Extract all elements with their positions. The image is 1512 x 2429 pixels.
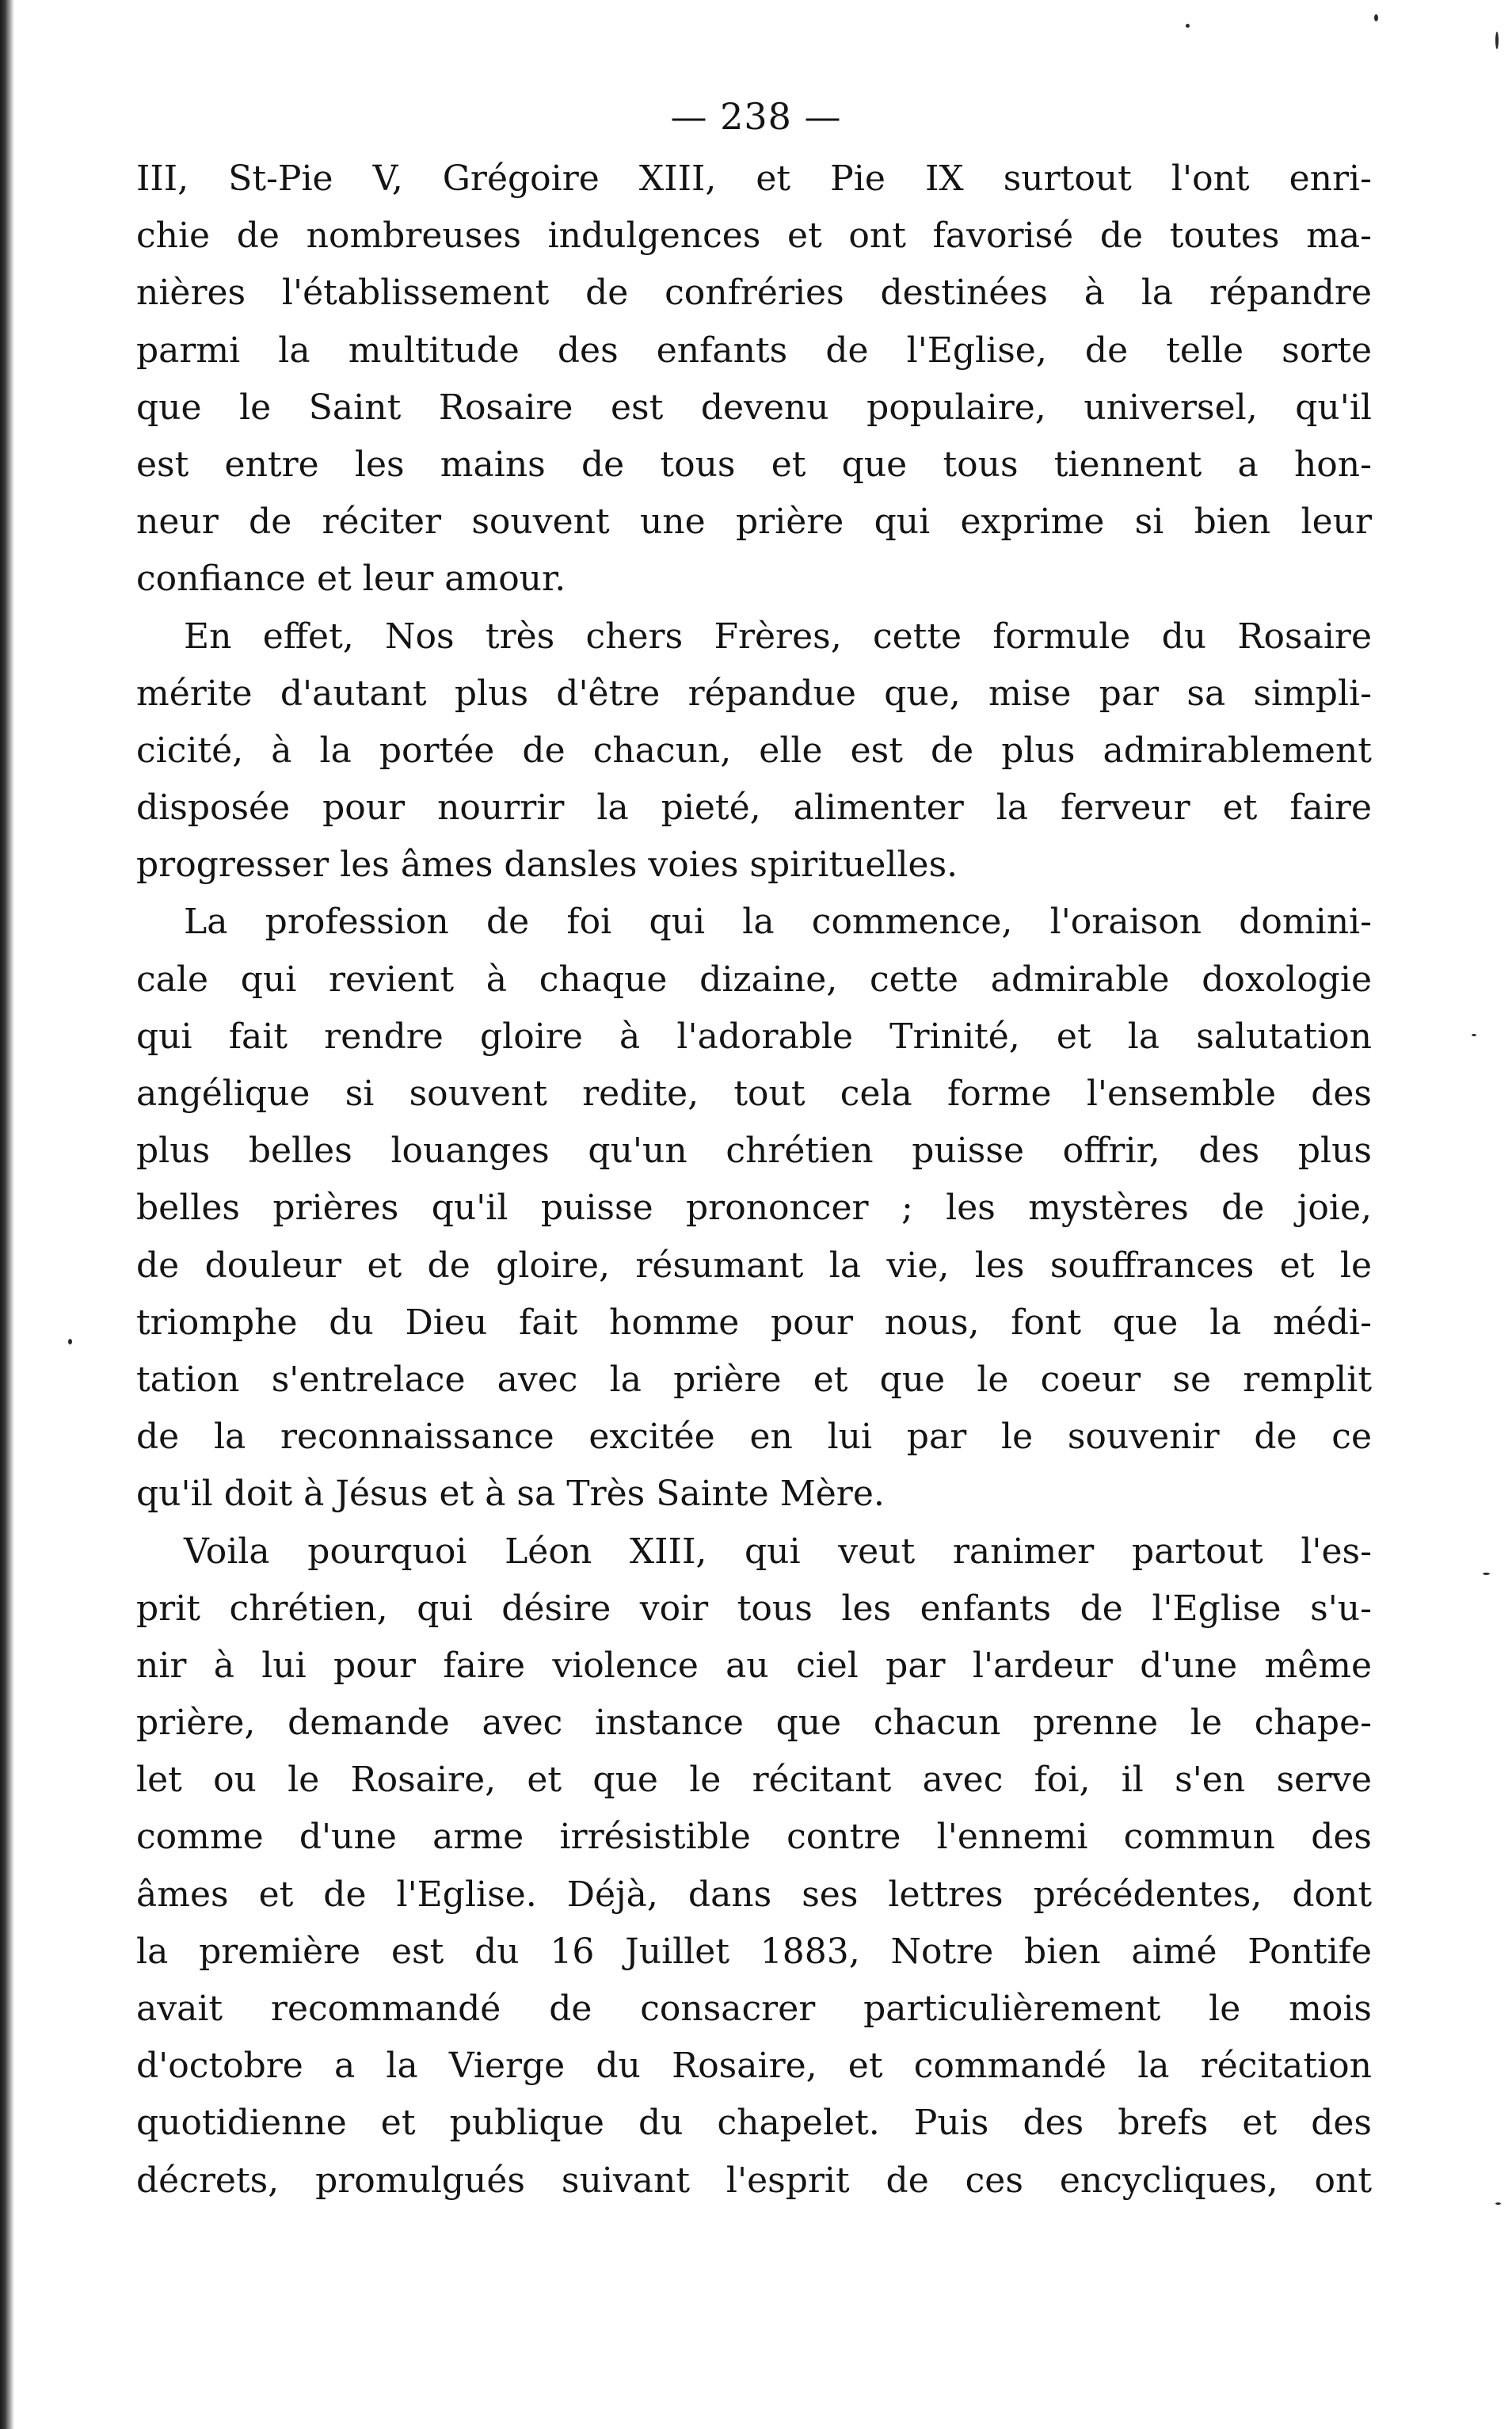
ink-speck — [1495, 32, 1499, 49]
text-line: prit chrétien, qui désire voir tous les enfants de l'Eglise s'u- — [136, 1588, 1372, 1629]
text-line: neur de réciter souvent une prière qui exprime si bien leur — [136, 501, 1372, 543]
text-line: cale qui revient à chaque dizaine, cette admirable doxologie — [136, 959, 1372, 1000]
text-line: chie de nombreuses indulgences et ont favorisé de toutes ma- — [136, 215, 1372, 257]
text-line: parmi la multitude des enfants de l'Eglise, de telle sorte — [136, 330, 1372, 371]
text-line: nières l'établissement de confréries destinées à la répandre — [136, 273, 1372, 314]
text-line: quotidienne et publique du chapelet. Puis des brefs et des — [136, 2103, 1372, 2144]
text-line: mérite d'autant plus d'être répandue que, mise par sa simpli- — [136, 673, 1372, 714]
text-line: confiance et leur amour. — [136, 559, 566, 600]
text-line: let ou le Rosaire, et que le récitant avec foi, il s'en serve — [136, 1760, 1372, 1801]
text-line: La profession de foi qui la commence, l'oraison domini- — [184, 902, 1372, 943]
text-line: que le Saint Rosaire est devenu populaire, universel, qu'il — [136, 387, 1372, 428]
text-line: angélique si souvent redite, tout cela forme l'ensemble des — [136, 1073, 1372, 1114]
text-line: la première est du 16 Juillet 1883, Notre bien aimé Pontife — [136, 1931, 1372, 1972]
ink-speck — [1472, 1034, 1476, 1036]
text-line: disposée pour nourrir la pieté, alimenter la ferveur et faire — [136, 787, 1372, 829]
text-line: de la reconnaissance excitée en lui par le souvenir de ce — [136, 1417, 1372, 1458]
text-line: prière, demande avec instance que chacun prenne le chape- — [136, 1703, 1372, 1744]
ink-speck — [1186, 24, 1190, 28]
text-line: triomphe du Dieu fait homme pour nous, font que la médi- — [136, 1302, 1372, 1343]
text-line: En effet, Nos très chers Frères, cette formule du Rosaire — [184, 616, 1372, 657]
page-binding-edge — [0, 0, 14, 2429]
text-line: décrets, promulgués suivant l'esprit de ces encycliques, ont — [136, 2160, 1372, 2201]
text-line: plus belles louanges qu'un chrétien puisse offrir, des plus — [136, 1131, 1372, 1172]
text-line: Voila pourquoi Léon XIII, qui veut ranimer partout l'es- — [184, 1531, 1372, 1572]
ink-speck — [68, 1339, 72, 1344]
text-line: de douleur et de gloire, résumant la vie, les souffrances et le — [136, 1245, 1372, 1286]
ink-speck — [1483, 1573, 1490, 1575]
ink-speck — [1495, 2202, 1501, 2205]
text-line: qu'il doit à Jésus et à sa Très Sainte Mère. — [136, 1474, 885, 1515]
text-line: est entre les mains de tous et que tous tiennent a hon- — [136, 444, 1372, 485]
text-line: cicité, à la portée de chacun, elle est de plus admirablement — [136, 730, 1372, 771]
page-body — [136, 151, 1372, 2210]
text-line: progresser les âmes dansles voies spirituelles. — [136, 845, 958, 886]
text-line: III, St-Pie V, Grégoire XIII, et Pie IX surtout l'ont enri- — [136, 158, 1372, 199]
text-line: comme d'une arme irrésistible contre l'ennemi commun des — [136, 1817, 1372, 1858]
text-line: nir à lui pour faire violence au ciel par l'ardeur d'une même — [136, 1645, 1372, 1686]
text-line: tation s'entrelace avec la prière et que le coeur se remplit — [136, 1359, 1372, 1400]
ink-speck — [1374, 14, 1378, 21]
text-line: belles prières qu'il puisse prononcer ; les mystères de joie, — [136, 1188, 1372, 1229]
text-line: âmes et de l'Eglise. Déjà, dans ses lettres précédentes, dont — [136, 1874, 1372, 1915]
text-line: avait recommandé de consacrer particulièrement le mois — [136, 1989, 1372, 2029]
text-line: qui fait rendre gloire à l'adorable Trinité, et la salutation — [136, 1016, 1372, 1057]
page-number: — 238 — — [670, 95, 842, 138]
text-line: d'octobre a la Vierge du Rosaire, et commandé la récitation — [136, 2046, 1372, 2087]
